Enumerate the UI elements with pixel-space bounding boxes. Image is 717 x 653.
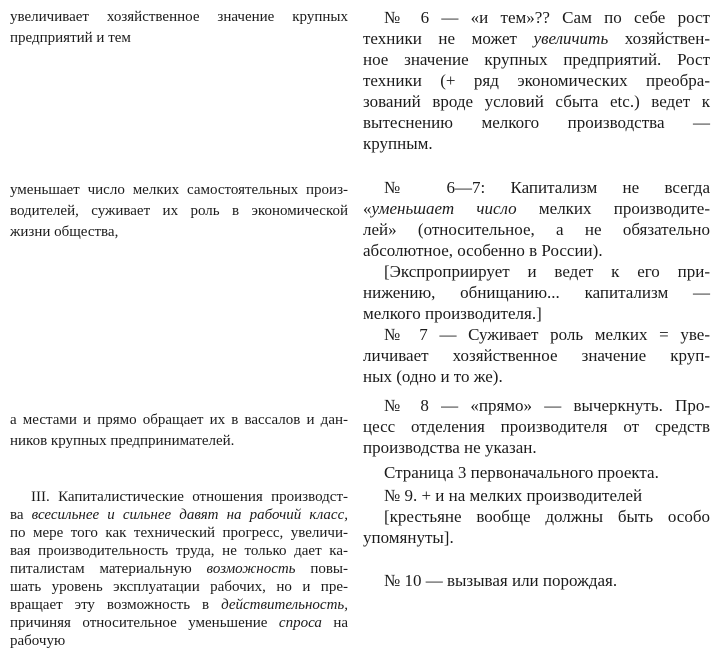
text-line [363, 324, 710, 345]
text-run: « [363, 199, 372, 218]
note-no-6-7 [363, 177, 710, 261]
draft-text-block-3 [10, 410, 348, 452]
text-line [10, 524, 348, 542]
draft-text-block-2 [10, 180, 348, 243]
text-line [363, 366, 710, 387]
text-run: № 7 — Суживает роль мелких = уве- [384, 325, 710, 344]
text-run: личивает хозяйственное значение круп- [363, 346, 710, 365]
text-run: абсолютное, особенно в России). [363, 241, 603, 260]
text-line [10, 614, 348, 632]
text-run: вращает эту возможность в [10, 597, 222, 613]
note-page-3 [363, 462, 710, 483]
text-line [10, 28, 348, 49]
text-run: мелкого производителя.] [363, 304, 542, 323]
text-line [363, 506, 710, 527]
text-line [363, 462, 710, 483]
text-run: водителей, суживает их роль в экономической [10, 203, 348, 219]
text-run: № 8 — «прямо» — вычеркнуть. Про- [384, 396, 710, 415]
text-line [10, 506, 348, 524]
text-line [10, 7, 348, 28]
text-run: уменьшает число мелких самостоятельных произ- [10, 182, 348, 198]
text-run: № 10 — вызывая или порождая. [384, 571, 618, 590]
text-line [363, 240, 710, 261]
text-line [10, 488, 348, 506]
text-line [363, 437, 710, 458]
text-run: лей» (относительное, а не обязательно [363, 220, 710, 239]
text-line [363, 261, 710, 282]
text-line [10, 222, 348, 243]
text-line [10, 542, 348, 560]
text-run: шать уровень эксплуатации рабочих, но и пре- [10, 579, 348, 595]
text-line [363, 527, 710, 548]
text-run: причиняя относительное уменьшение [10, 615, 279, 631]
text-run: рабочую [10, 633, 66, 649]
text-run: возможность [206, 561, 296, 577]
text-line [363, 91, 710, 112]
text-line [10, 596, 348, 614]
text-run: повы- [295, 561, 349, 577]
text-line [363, 198, 710, 219]
draft-text-block-4 [10, 488, 348, 650]
text-line [363, 70, 710, 91]
text-run: по мере того как технический прогресс, увеличи- [10, 525, 348, 541]
text-run: ников крупных предпринимателей. [10, 433, 235, 449]
text-run: увеличивает хозяйственное значение крупных [10, 9, 348, 25]
text-run: увеличить [533, 29, 609, 48]
text-run: III. Капиталистические отношения производст- [31, 489, 348, 505]
text-line [363, 49, 710, 70]
text-run: производства не указан. [363, 438, 537, 457]
text-line [10, 431, 348, 452]
text-run: предприятий и тем [10, 30, 131, 46]
text-run: Страница 3 первоначального проекта. [384, 463, 659, 482]
text-run: а местами и прямо обращает их в вассалов и дан- [10, 412, 348, 428]
bracket-note-peasants [363, 506, 710, 548]
text-run: техники не может [363, 29, 534, 48]
text-line [10, 201, 348, 222]
note-no-10 [363, 570, 710, 591]
note-no-7 [363, 324, 710, 387]
text-run: питалистам материальную [10, 561, 207, 577]
text-run: № 9. + и на мелких производителей [384, 486, 643, 505]
bracket-note-expropriation [363, 261, 710, 324]
text-run: уменьшает число [371, 199, 517, 218]
right-column [363, 7, 710, 591]
text-line [363, 570, 710, 591]
text-line [363, 303, 710, 324]
text-run: мелких производите- [516, 199, 710, 218]
text-line [363, 28, 710, 49]
text-run: нижению, обнищанию... капитализм — [363, 283, 710, 302]
text-run: всесильнее и сильнее давят на рабочий класс, [31, 507, 348, 523]
text-line [10, 560, 348, 578]
text-line [363, 416, 710, 437]
text-line [363, 177, 710, 198]
text-run: спроса [278, 615, 322, 631]
text-run: крупным. [363, 134, 433, 153]
text-line [10, 632, 348, 650]
text-run: на [321, 615, 349, 631]
text-run: зований вроде условий сбыта etc.) ведет к [363, 92, 710, 111]
text-run: [Экспроприирует и ведет к его при- [384, 262, 710, 281]
note-no-6 [363, 7, 710, 154]
text-run: хозяйствен- [608, 29, 710, 48]
text-line [363, 7, 710, 28]
text-line [10, 578, 348, 596]
text-line [363, 133, 710, 154]
text-run: вытеснению мелкого производства — [363, 113, 710, 132]
draft-text-block-1 [10, 7, 348, 49]
text-run: № 6—7: Капитализм не всегда [384, 178, 710, 197]
text-run: вая производительность труда, не только дает ка- [10, 543, 348, 559]
text-line [10, 180, 348, 201]
text-run: жизни общества, [10, 224, 119, 240]
text-run: техники (+ ряд экономических преобра- [363, 71, 710, 90]
text-run: ных (одно и то же). [363, 367, 503, 386]
text-line [363, 345, 710, 366]
text-line [363, 219, 710, 240]
text-run: [крестьяне вообще должны быть особо [384, 507, 710, 526]
text-line [363, 112, 710, 133]
text-line [363, 395, 710, 416]
text-line [10, 410, 348, 431]
text-run: цесс отделения производителя от средств [363, 417, 710, 436]
note-no-9 [363, 485, 710, 506]
text-run: действительность, [221, 597, 348, 613]
text-run: упомянуты]. [363, 528, 454, 547]
text-line [363, 282, 710, 303]
text-run: ва [10, 507, 32, 523]
text-line [363, 485, 710, 506]
text-run: ное значение крупных предприятий. Рост [363, 50, 710, 69]
note-no-8 [363, 395, 710, 458]
text-run: № 6 — «и тем»?? Сам по себе рост [384, 8, 710, 27]
